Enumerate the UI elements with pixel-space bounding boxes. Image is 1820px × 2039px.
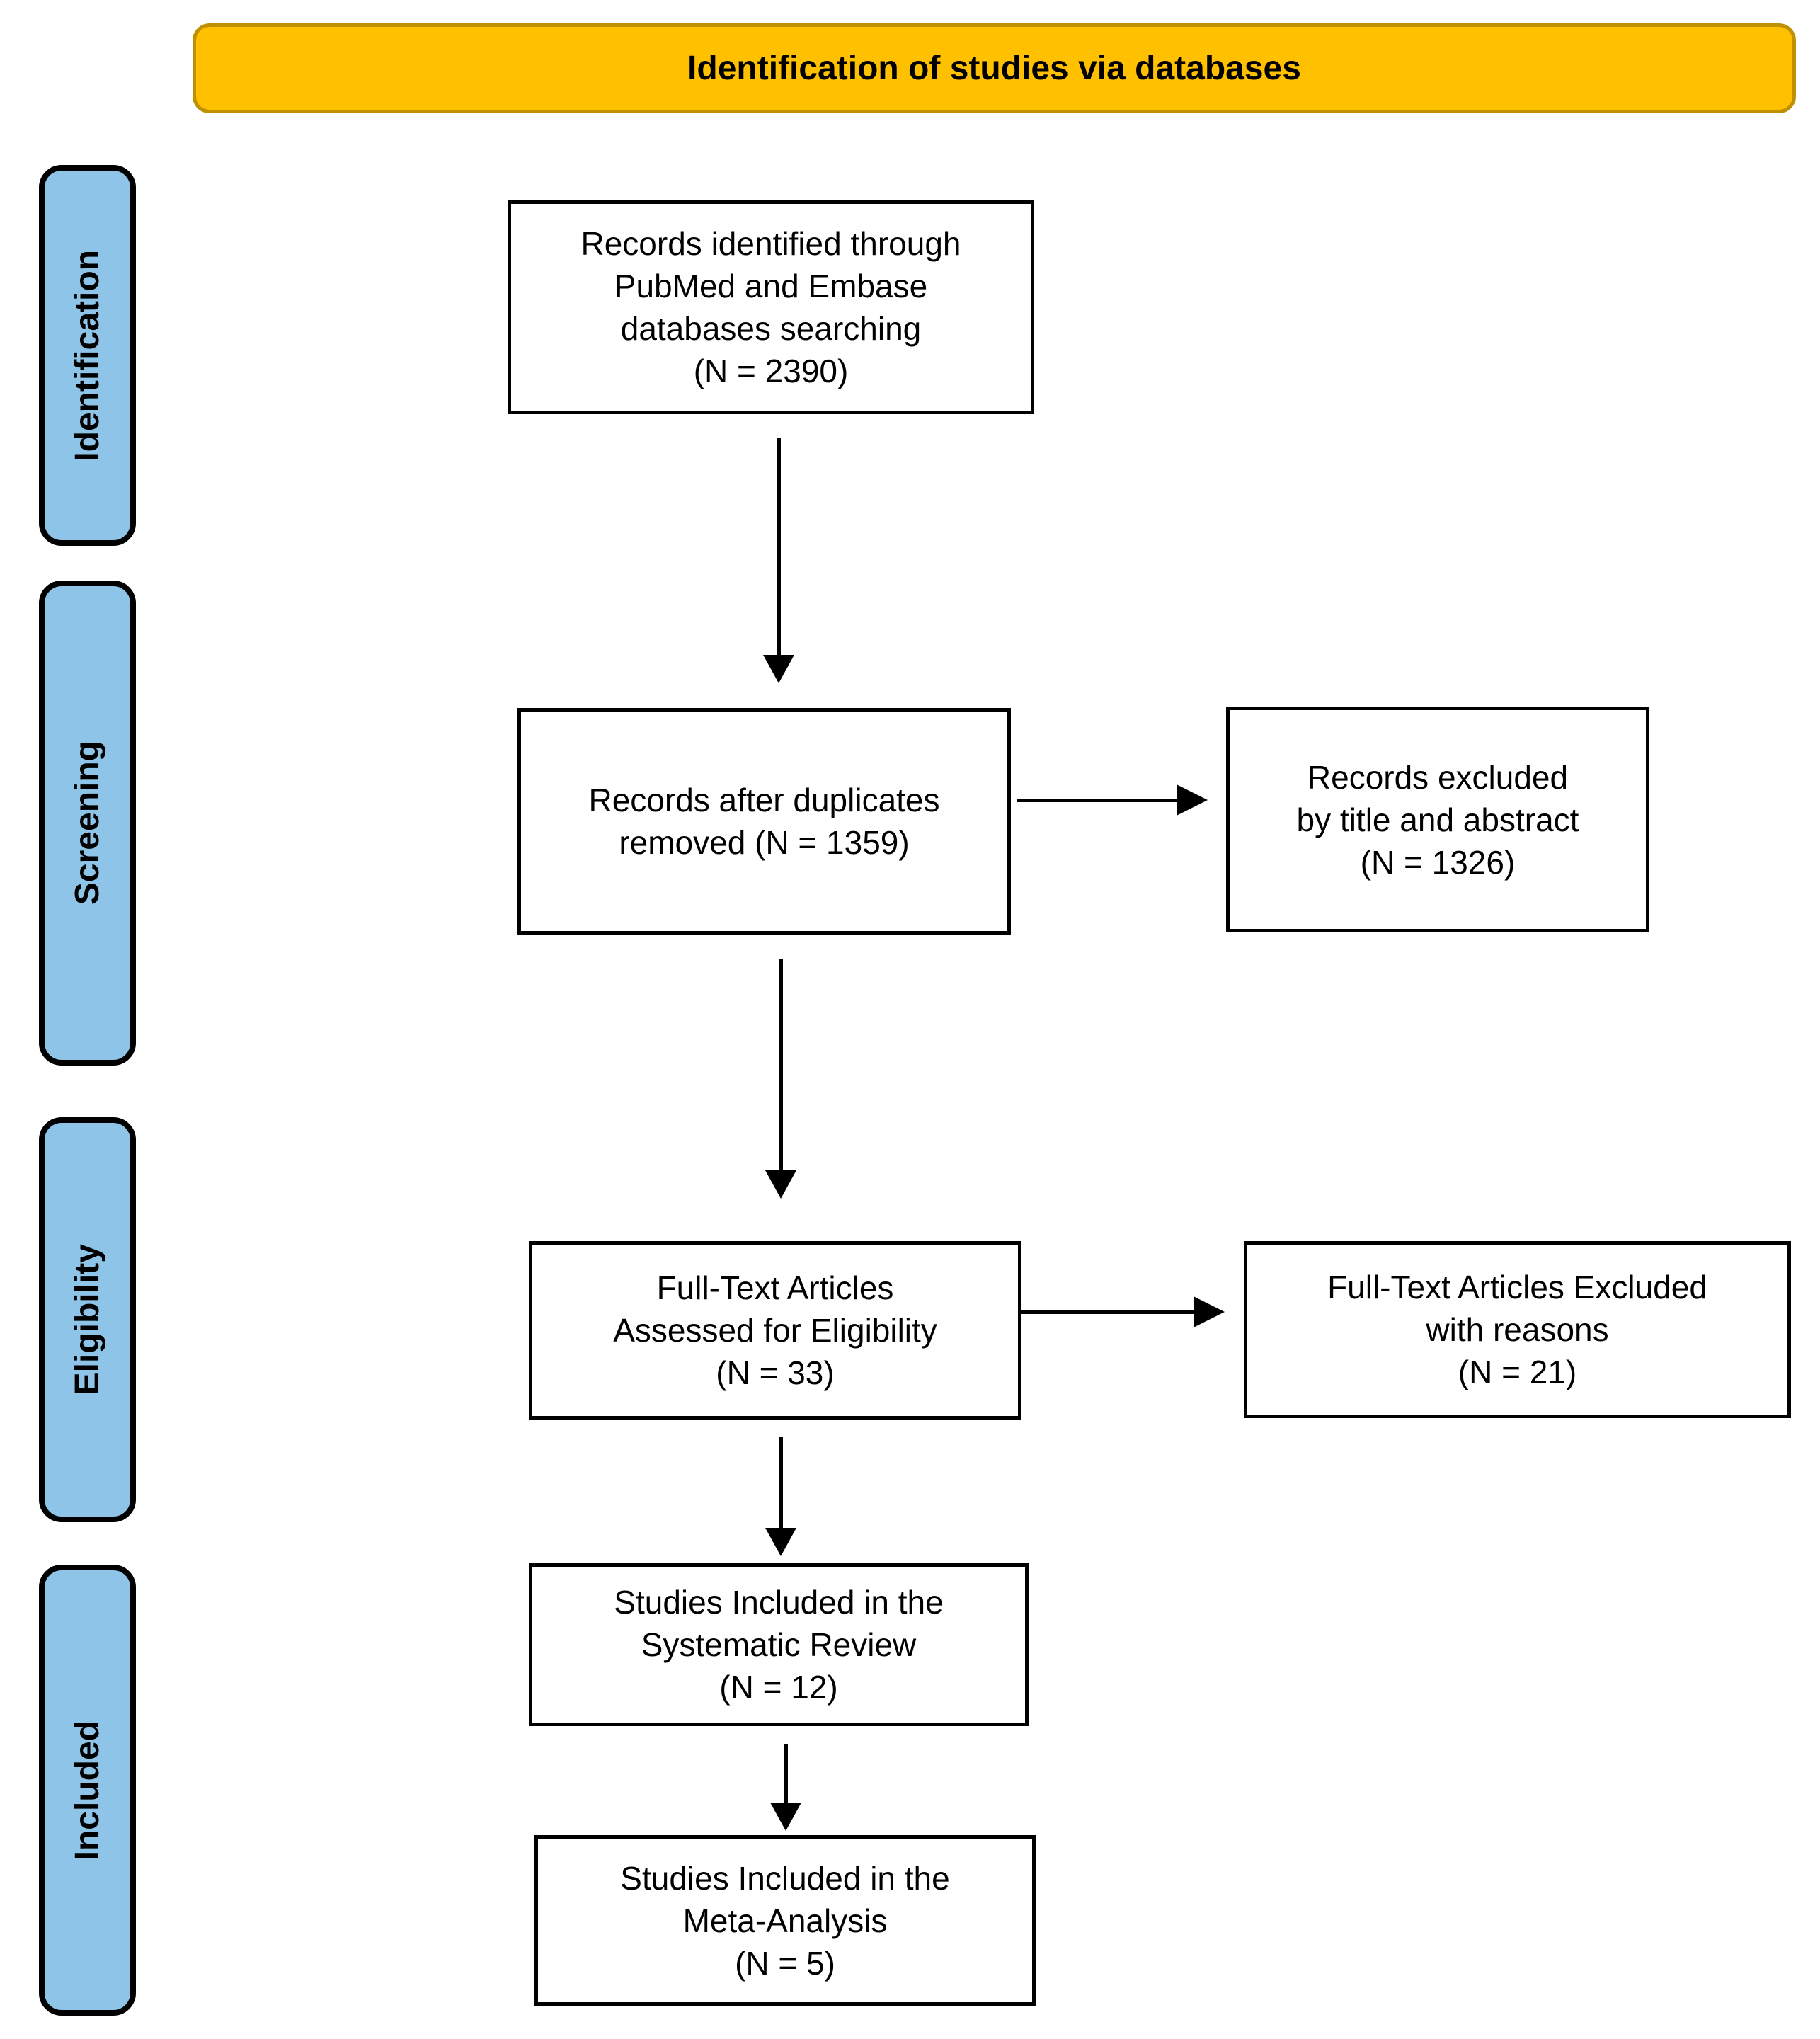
stage-identification-label: Identification bbox=[69, 249, 106, 462]
box-meta-analysis bbox=[534, 1835, 1036, 2006]
stage-screening-label: Screening bbox=[69, 741, 106, 906]
banner bbox=[193, 23, 1796, 113]
box-records-excluded bbox=[1226, 707, 1649, 932]
arrow-line bbox=[784, 1744, 788, 1805]
box-records-excluded-text: Records excluded by title and abstract (N = 1326) bbox=[1296, 758, 1579, 881]
box-systematic-review-text: Studies Included in the Systematic Review (N = 12) bbox=[614, 1584, 944, 1706]
stage-eligibility-label: Eligibility bbox=[69, 1244, 106, 1395]
box-fulltext-excluded-text: Full-Text Articles Excluded with reasons (N = 21) bbox=[1327, 1269, 1707, 1390]
arrow-line bbox=[779, 1437, 783, 1531]
arrow-line bbox=[777, 438, 781, 658]
box-records-identified-text: Records identified through PubMed and Embase databases searching (N = 2390) bbox=[580, 225, 961, 389]
arrow-line bbox=[1020, 1310, 1194, 1314]
box-fulltext-excluded bbox=[1244, 1241, 1791, 1418]
box-systematic-review bbox=[529, 1563, 1029, 1726]
box-duplicates-removed bbox=[517, 708, 1011, 935]
stage-screening bbox=[39, 581, 136, 1066]
arrow-head-right-icon bbox=[1177, 784, 1208, 816]
box-duplicates-removed-text: Records after duplicates removed (N = 1359) bbox=[588, 782, 940, 861]
stage-included-label: Included bbox=[69, 1720, 106, 1861]
stage-included bbox=[39, 1565, 136, 2016]
stage-eligibility bbox=[39, 1117, 136, 1522]
box-records-identified bbox=[508, 200, 1034, 414]
stage-identification bbox=[39, 165, 136, 546]
banner-title: Identification of studies via databases bbox=[687, 50, 1301, 87]
arrow-head-down-icon bbox=[765, 1170, 796, 1199]
box-fulltext-assessed-text: Full-Text Articles Assessed for Eligibility (N = 33) bbox=[613, 1269, 937, 1391]
box-fulltext-assessed bbox=[529, 1241, 1021, 1420]
arrow-head-down-icon bbox=[765, 1528, 796, 1556]
box-meta-analysis-text: Studies Included in the Meta-Analysis (N = 5) bbox=[620, 1859, 950, 1982]
arrow-head-down-icon bbox=[770, 1803, 801, 1831]
arrow-head-down-icon bbox=[763, 655, 794, 683]
arrow-head-right-icon bbox=[1194, 1296, 1225, 1327]
arrow-line bbox=[1017, 799, 1179, 802]
arrow-line bbox=[779, 959, 783, 1173]
